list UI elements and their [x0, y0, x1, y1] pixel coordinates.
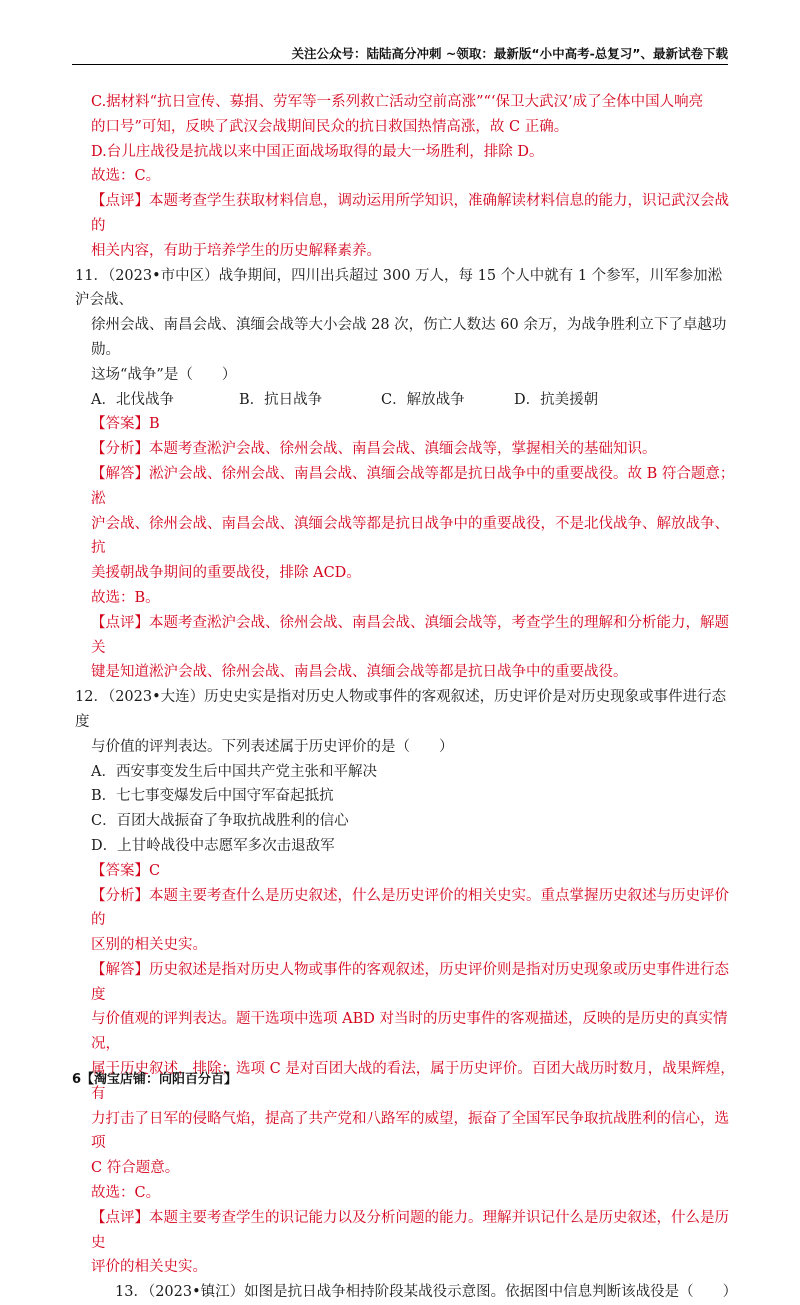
q12-comment-line2: 评价的相关史实。 [91, 1259, 207, 1276]
q11-option-b: B．抗日战争 [239, 391, 323, 408]
q12-analysis-line2: 区别的相关史实。 [91, 937, 207, 954]
q12-choice: 故选：C。 [91, 1185, 161, 1202]
q12-solution-line3: 属于历史叙述，排除；选项 C 是对百团大战的看法，属于历史评价。百团大战历时数月，战果辉煌，有 [91, 1061, 735, 1102]
prev-comment-line1: 【点评】本题考查学生获取材料信息，调动运用所学知识，准确解读材料信息的能力，识记武汉会战的 [91, 193, 729, 234]
q13-stem: 13．（2023•镇江）如图是抗日战争相持阶段某战役示意图。依据图中信息判断该战役是（ ） [115, 1284, 738, 1301]
q12-stem-line2: 与价值的评判表达。下列表述属于历史评价的是（ ） [91, 738, 454, 755]
prev-option-c-line2: 的口号”可知，反映了武汉会战期间民众的抗日救国热情高涨，故 C 正确。 [91, 118, 569, 135]
q11-answer: 【答案】B [91, 416, 160, 433]
q11-stem-line1: 11．（2023•市中区）战争期间，四川出兵超过 300 万人，每 15 个人中就有 1 个参军，川军参加淞沪会战、 [75, 267, 723, 309]
q11-analysis: 【分析】本题考查淞沪会战、徐州会战、南昌会战、滇缅会战等，掌握相关的基础知识。 [91, 441, 657, 458]
q12-stem-line1: 12．（2023•大连）历史史实是指对历史人物或事件的客观叙述，历史评价是对历史现象或事件进行态度 [75, 689, 727, 730]
q12-option-b: B．七七事变爆发后中国守军奋起抵抗 [91, 788, 334, 805]
page-content [75, 90, 738, 1305]
q11-choice: 故选：B。 [91, 589, 160, 606]
q11-comment-line1: 【点评】本题考查淞沪会战、徐州会战、南昌会战、滇缅会战等，考查学生的理解和分析能力，解题关 [91, 614, 729, 656]
prev-option-d: D.台儿庄战役是抗战以来中国正面战场取得的最大一场胜利，排除 D。 [91, 143, 544, 160]
q12-option-c: C．百团大战振奋了争取抗战胜利的信心 [91, 813, 349, 830]
prev-comment-line2: 相关内容，有助于培养学生的历史解释素养。 [91, 242, 381, 259]
q12-comment-line1: 【点评】本题主要考查学生的识记能力以及分析问题的能力。理解并识记什么是历史叙述，什么是历史 [91, 1209, 729, 1251]
q12-analysis-line1: 【分析】本题主要考查什么是历史叙述，什么是历史评价的相关史实。重点掌握历史叙述与历史评价的 [91, 887, 729, 929]
q11-solution-line1: 【解答】淞沪会战、徐州会战、南昌会战、滇缅会战等都是抗日战争中的重要战役。故 B 符合题意；淞 [91, 465, 735, 507]
q11-stem-line2: 徐州会战、南昌会战、滇缅会战等大小会战 28 次，伤亡人数达 60 余万，为战争胜利立下了卓越功勋。 [91, 317, 727, 358]
q12-option-d: D．上甘岭战役中志愿军多次击退敌军 [91, 837, 335, 854]
q12-option-a: A．西安事变发生后中国共产党主张和平解决 [91, 763, 377, 780]
q11-solution-line3: 美援朝战争期间的重要战役，排除 ACD。 [91, 565, 361, 582]
q11-stem-line3: 这场“战争”是（ ） [91, 366, 237, 383]
prev-choice: 故选：C。 [91, 168, 161, 185]
q11-comment-line2: 键是知道淞沪会战、徐州会战、南昌会战、滇缅会战等都是抗日战争中的重要战役。 [91, 664, 628, 681]
q11-solution-line2: 沪会战、徐州会战、南昌会战、滇缅会战等都是抗日战争中的重要战役，不是北伐战争、解放战争、抗 [91, 515, 729, 557]
q12-solution-line1: 【解答】历史叙述是指对历史人物或事件的客观叙述，历史评价则是指对历史现象或历史事件进行态度 [91, 961, 729, 1003]
page-header: 关注公众号：陆陆高分冲刺 ~领取：最新版“小中高考-总复习”、最新试卷下载 [291, 46, 728, 61]
q11-option-a: A．北伐战争 [91, 391, 174, 408]
q11-options [75, 388, 735, 413]
q11-option-c: C．解放战争 [381, 391, 465, 408]
q12-solution-line5: C 符合题意。 [91, 1160, 180, 1177]
q12-answer: 【答案】C [91, 862, 161, 879]
q12-solution-line4: 力打击了日军的侵略气焰，提高了共产党和八路军的威望，振奋了全国军民争取抗战胜利的信心，选项 [91, 1110, 729, 1152]
prev-option-c-line1: C.据材料“抗日宣传、募捐、劳军等一系列救亡活动空前高涨”“‘保卫大武汉’成了全体中国人响亮 [91, 94, 704, 110]
q11-option-d: D．抗美援朝 [514, 391, 599, 408]
page-footer: 6【淘宝店铺：向阳百分百】 [72, 1072, 238, 1087]
q12-solution-line2: 与价值观的评判表达。题干选项中选项 ABD 对当时的历史事件的客观描述，反映的是历史的真实情况， [91, 1011, 728, 1053]
header-divider [72, 64, 728, 65]
